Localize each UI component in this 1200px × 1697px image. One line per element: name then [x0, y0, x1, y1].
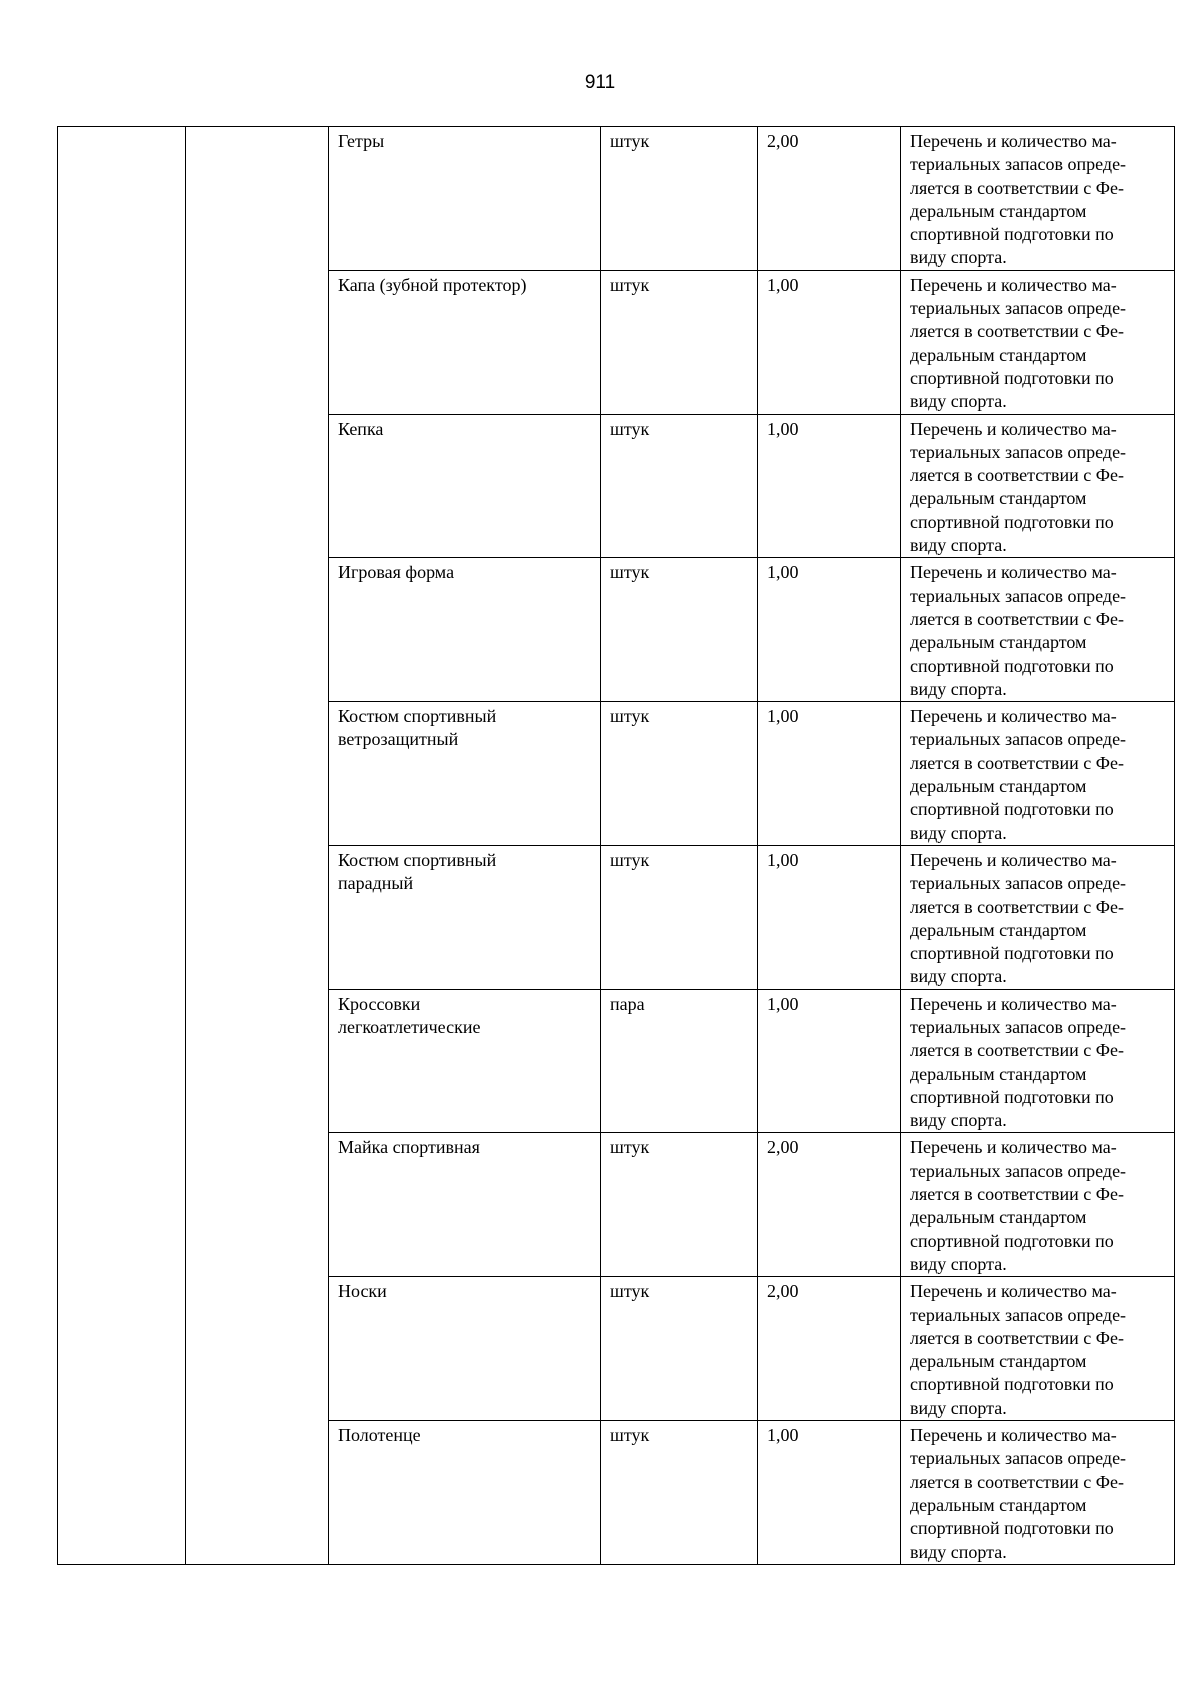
quantity-cell: 1,00 [758, 558, 901, 702]
note-cell: Перечень и количество ма- териальных запасов опреде- ляется в соответствии с Фе- деральным стандартом спортивной подготовки по виду спорта. [901, 127, 1175, 271]
quantity-cell: 1,00 [758, 845, 901, 989]
note-cell: Перечень и количество ма- териальных запасов опреде- ляется в соответствии с Фе- деральным стандартом спортивной подготовки по виду спорта. [901, 1421, 1175, 1565]
quantity-cell: 2,00 [758, 1277, 901, 1421]
unit-cell: штук [601, 414, 758, 558]
item-name-cell: Игровая форма [329, 558, 601, 702]
unit-cell: штук [601, 702, 758, 846]
unit-cell: штук [601, 1133, 758, 1277]
quantity-cell: 1,00 [758, 414, 901, 558]
note-cell: Перечень и количество ма- териальных запасов опреде- ляется в соответствии с Фе- деральным стандартом спортивной подготовки по виду спорта. [901, 1133, 1175, 1277]
item-name-cell: Капа (зубной протектор) [329, 270, 601, 414]
note-cell: Перечень и количество ма- териальных запасов опреде- ляется в соответствии с Фе- деральным стандартом спортивной подготовки по виду спорта. [901, 558, 1175, 702]
page-number: 911 [584, 72, 616, 93]
item-name-cell: Носки [329, 1277, 601, 1421]
unit-cell: штук [601, 270, 758, 414]
unit-cell: штук [601, 1421, 758, 1565]
quantity-cell: 1,00 [758, 989, 901, 1133]
note-cell: Перечень и количество ма- териальных запасов опреде- ляется в соответствии с Фе- деральным стандартом спортивной подготовки по виду спорта. [901, 414, 1175, 558]
item-name-cell: Кроссовки легкоатлетические [329, 989, 601, 1133]
note-cell: Перечень и количество ма- териальных запасов опреде- ляется в соответствии с Фе- деральным стандартом спортивной подготовки по виду спорта. [901, 989, 1175, 1133]
materials-table-body [58, 127, 1175, 1565]
item-name-cell: Костюм спортивный парадный [329, 845, 601, 989]
quantity-cell: 2,00 [758, 127, 901, 271]
item-name-cell: Майка спортивная [329, 1133, 601, 1277]
unit-cell: штук [601, 1277, 758, 1421]
quantity-cell: 2,00 [758, 1133, 901, 1277]
unit-cell: пара [601, 989, 758, 1133]
quantity-cell: 1,00 [758, 1421, 901, 1565]
note-cell: Перечень и количество ма- териальных запасов опреде- ляется в соответствии с Фе- деральным стандартом спортивной подготовки по виду спорта. [901, 270, 1175, 414]
materials-table [57, 126, 1175, 1565]
quantity-cell: 1,00 [758, 702, 901, 846]
note-cell: Перечень и количество ма- териальных запасов опреде- ляется в соответствии с Фе- деральным стандартом спортивной подготовки по виду спорта. [901, 702, 1175, 846]
empty-cell-col2 [186, 127, 329, 1565]
note-cell: Перечень и количество ма- териальных запасов опреде- ляется в соответствии с Фе- деральным стандартом спортивной подготовки по виду спорта. [901, 1277, 1175, 1421]
unit-cell: штук [601, 127, 758, 271]
table-row [58, 127, 1175, 271]
empty-cell-col1 [58, 127, 186, 1565]
item-name-cell: Кепка [329, 414, 601, 558]
unit-cell: штук [601, 558, 758, 702]
item-name-cell: Гетры [329, 127, 601, 271]
item-name-cell: Полотенце [329, 1421, 601, 1565]
note-cell: Перечень и количество ма- териальных запасов опреде- ляется в соответствии с Фе- деральным стандартом спортивной подготовки по виду спорта. [901, 845, 1175, 989]
item-name-cell: Костюм спортивный ветрозащитный [329, 702, 601, 846]
quantity-cell: 1,00 [758, 270, 901, 414]
unit-cell: штук [601, 845, 758, 989]
